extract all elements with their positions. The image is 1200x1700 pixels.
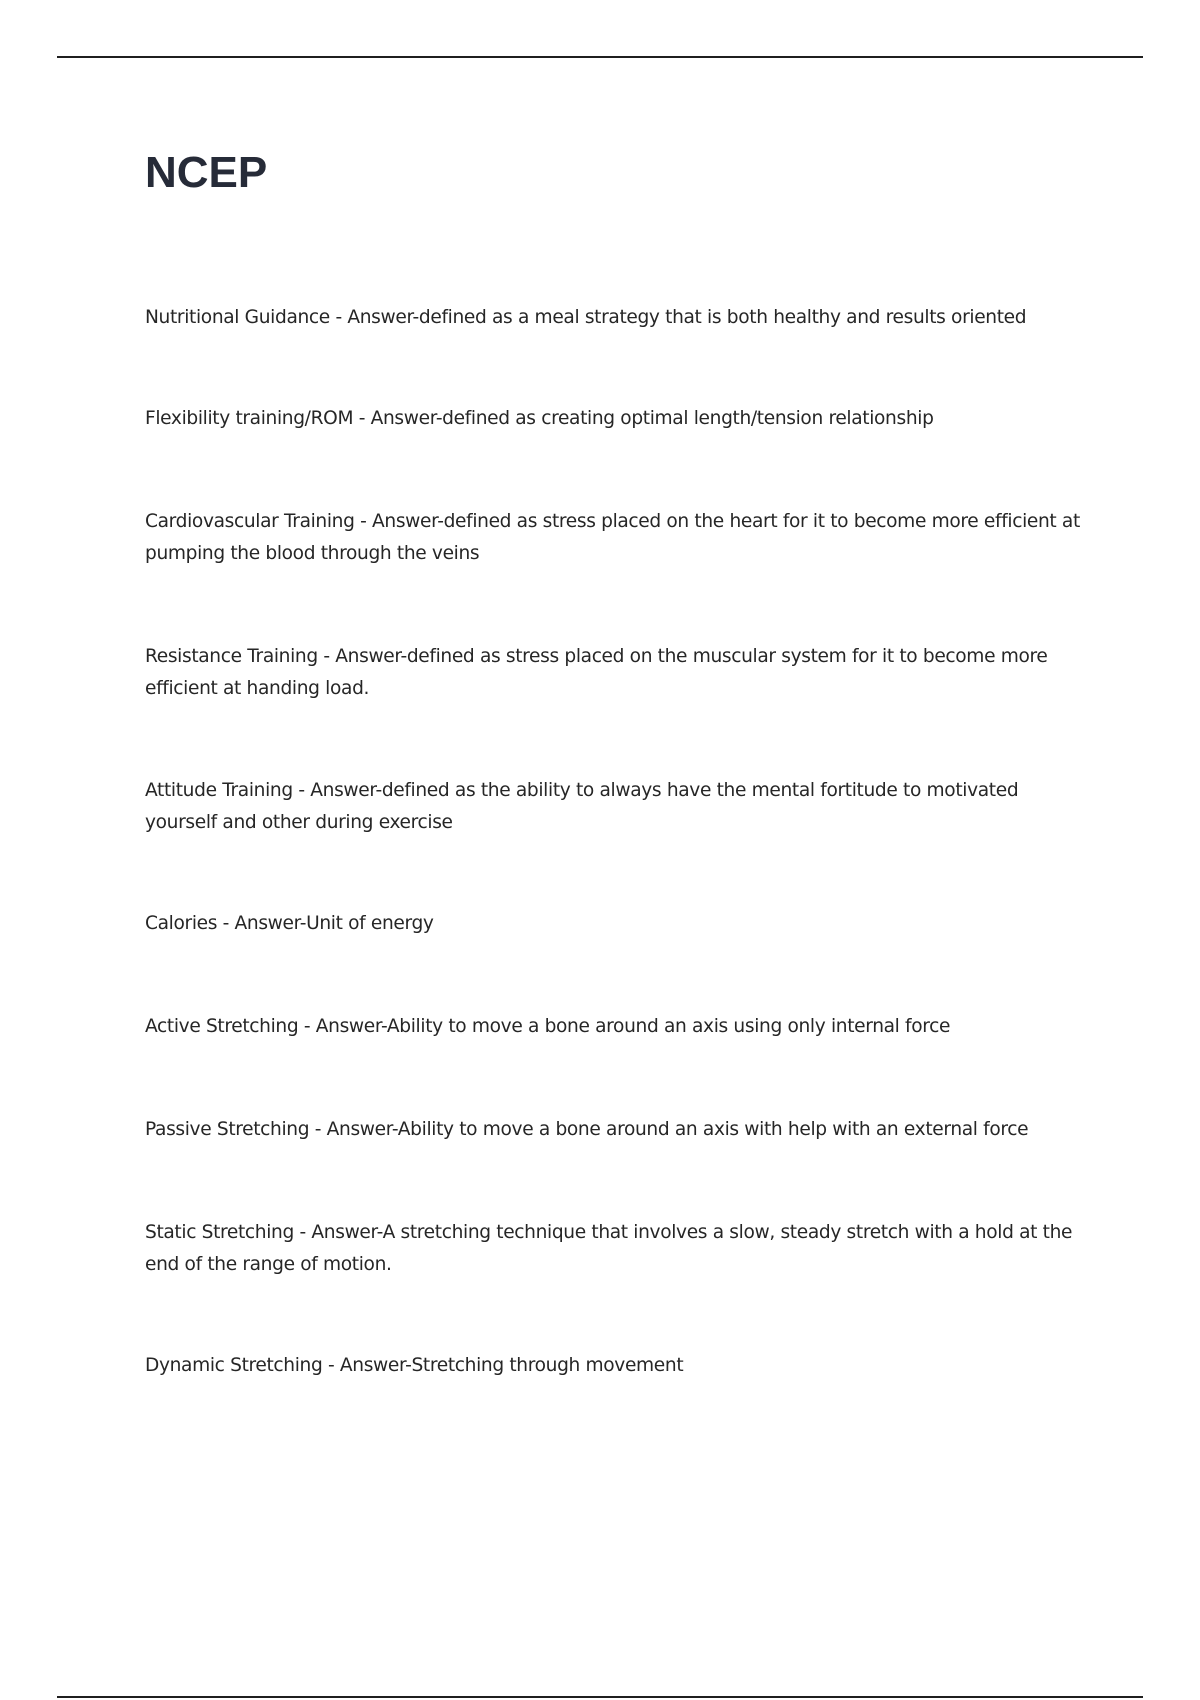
page-title: NCEP <box>145 148 268 197</box>
entry-text: Passive Stretching - Answer-Ability to move a bone around an axis with help with an external force <box>145 1119 1029 1140</box>
bottom-rule <box>57 1696 1143 1698</box>
entry-text: Attitude Training - Answer-defined as the ability to always have the mental fortitude to motivated yourself and other during exercise <box>145 780 1024 833</box>
flashcard-entry <box>145 506 1095 570</box>
entry-text: Resistance Training - Answer-defined as stress placed on the muscular system for it to become more efficient at handing load. <box>145 646 1054 699</box>
entry-text: Calories - Answer-Unit of energy <box>145 913 434 934</box>
flashcard-entry <box>145 403 1095 435</box>
flashcard-entry <box>145 1350 1095 1382</box>
flashcard-entry <box>145 908 1095 940</box>
top-rule <box>57 56 1143 58</box>
flashcard-entry <box>145 641 1095 705</box>
flashcard-entry <box>145 302 1095 334</box>
entry-text: Active Stretching - Answer-Ability to move a bone around an axis using only internal force <box>145 1016 951 1037</box>
flashcard-entry <box>145 775 1095 839</box>
entry-text: Dynamic Stretching - Answer-Stretching through movement <box>145 1355 684 1376</box>
entry-text: Static Stretching - Answer-A stretching technique that involves a slow, steady stretch with a hold at the end of the range of motion. <box>145 1222 1078 1275</box>
entry-text: Nutritional Guidance - Answer-defined as a meal strategy that is both healthy and results oriented <box>145 307 1027 328</box>
flashcard-entry <box>145 1011 1095 1043</box>
flashcard-entry <box>145 1217 1095 1281</box>
flashcard-entry <box>145 1114 1095 1146</box>
entry-text: Flexibility training/ROM - Answer-defined as creating optimal length/tension relationship <box>145 408 934 429</box>
entry-text: Cardiovascular Training - Answer-defined as stress placed on the heart for it to become more efficient at pumping the blood through the veins <box>145 511 1086 564</box>
